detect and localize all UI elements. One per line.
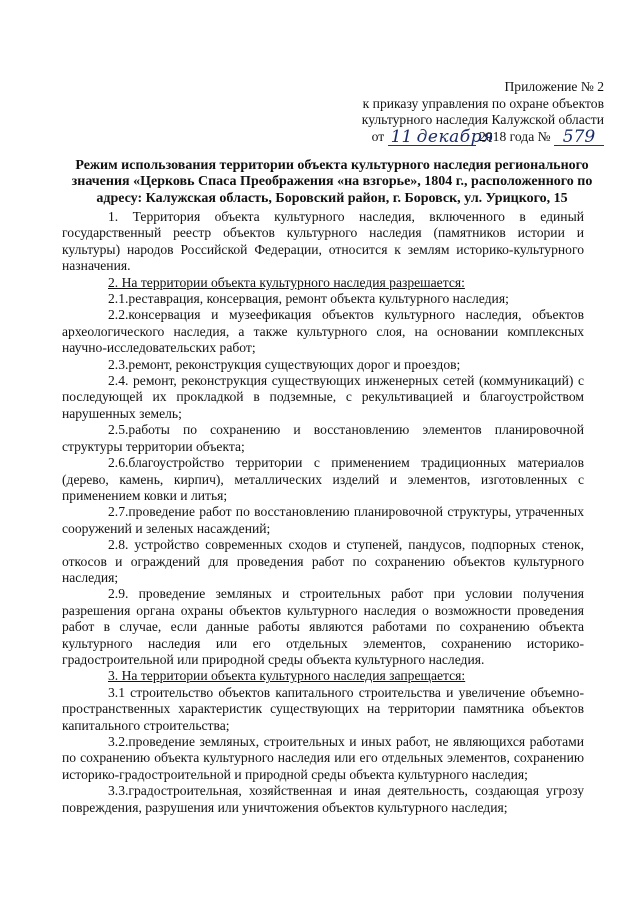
appendix-header: [344, 79, 604, 145]
item-3-2: 3.2.проведение земляных, строительных и иных работ, не являющихся работами по сохранению объекта культурного наследия или его отдельных элементов, сохранению историко-градостроительной и природной среды объекта культурного наследия;: [62, 734, 584, 782]
document-body: [62, 209, 584, 816]
item-2-6: 2.6.благоустройство территории с применением традиционных материалов (дерево, камень, кирпич), металлических изделий и элементов, изготовленных с применением ковки и литья;: [62, 455, 584, 503]
item-3-3: 3.3.градостроительная, хозяйственная и иная деятельность, создающая угрозу повреждения, разрушения или уничтожения объектов культурного наследия;: [62, 783, 584, 815]
section-3-heading: 3. На территории объекта культурного наследия запрещается:: [108, 668, 466, 684]
item-2-7: 2.7.проведение работ по восстановлению планировочной структуры, утраченных сооружений и зеленых насаждений;: [62, 504, 584, 536]
appendix-authority: культурного наследия Калужской области: [361, 112, 604, 127]
handwritten-day: 11: [388, 130, 414, 146]
date-suffix: 2018 года №: [479, 128, 551, 144]
appendix-number: Приложение № 2: [504, 79, 604, 94]
item-2-4: 2.4. ремонт, реконструкция существующих инженерных сетей (коммуникаций) с последующей их прокладкой в подземные, с рекультивацией и благоустройством нарушенных земель;: [62, 373, 584, 421]
handwritten-order-number: 579: [554, 130, 604, 146]
item-2-1: 2.1.реставрация, консервация, ремонт объекта культурного наследия;: [108, 291, 509, 307]
order-date-line: [344, 126, 604, 147]
item-2-8: 2.8. устройство современных сходов и ступеней, пандусов, подпорных стенок, откосов и ограждений для проведения работ по сохранению объектов культурного наследия;: [62, 537, 584, 585]
item-2-3: 2.3.ремонт, реконструкция существующих дорог и проездов;: [108, 356, 461, 372]
item-2-5: 2.5.работы по сохранению и восстановлению элементов планировочной структуры территории объекта;: [62, 422, 584, 454]
appendix-order-ref: к приказу управления по охране объектов: [362, 95, 604, 111]
item-2-9: 2.9. проведение земляных и строительных работ при условии получения разрешения органа охраны объектов культурного наследия о возможности проведения работ в случае, если данные работы являются работами по сохранению объекта культурного наследия или его отдельных элементов, сохранению историко-градостроительной или природной среды объекта культурного наследия.: [62, 586, 584, 667]
item-3-1: 3.1 строительство объектов капитального строительства и увеличение объемно-пространственных характеристик существующих на территории памятника объектов капитального строительства;: [62, 684, 584, 733]
date-prefix: от: [371, 128, 385, 144]
paragraph-1: 1. Территория объекта культурного наследия, включенного в единый государственный реестр объектов культурного наследия (памятников истории и культуры) народов Российской Федерации, относится к землям историко-культурного назначения.: [62, 209, 584, 274]
document-title: Режим использования территории объекта культурного наследия регионального значения «Церковь Спаса Преображения «на взгорье», 1804 г., расположенного по адресу: Калужская область, Боровский район, г. Боровск, ул. Урицкого, 15: [71, 158, 593, 206]
item-2-2: 2.2.консервация и музеефикация объектов культурного наследия, объектов археологического наследия, а также культурного слоя, на основании комплексных научно-исследовательских работ;: [62, 307, 584, 356]
handwritten-month: декабря: [414, 130, 476, 146]
section-2-heading: 2. На территории объекта культурного наследия разрешается:: [108, 274, 465, 290]
